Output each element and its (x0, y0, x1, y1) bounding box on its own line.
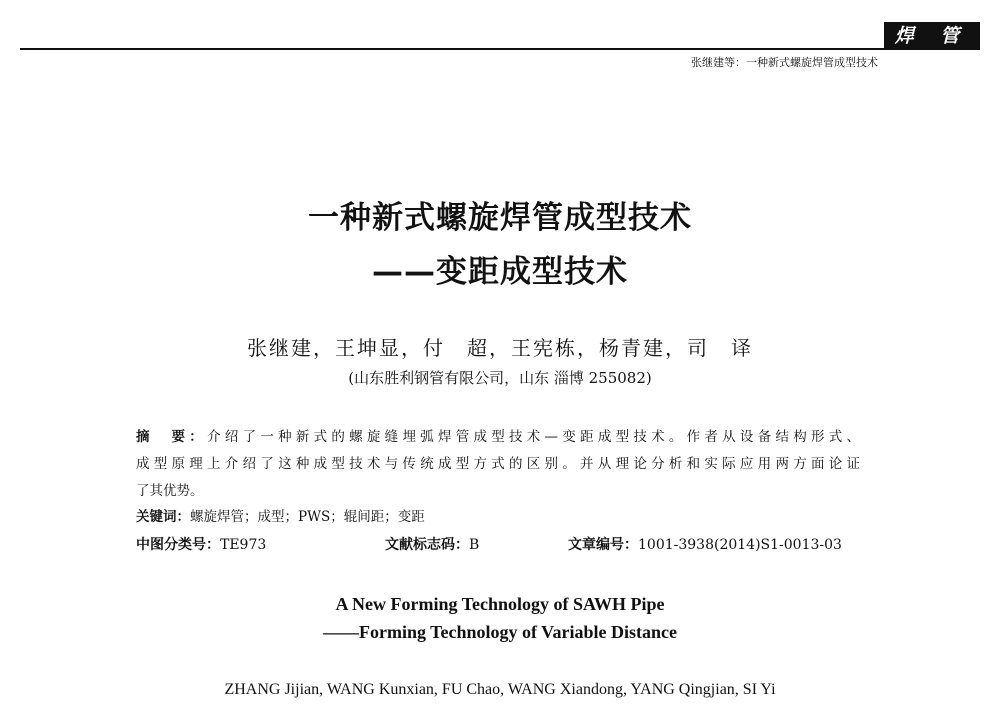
keywords-label: 关键词： (136, 509, 190, 525)
clc-value: TE973 (220, 537, 267, 553)
article-no-label: 文章编号： (568, 537, 638, 553)
document-code (385, 534, 479, 554)
doc-code-value: B (469, 537, 480, 553)
english-authors: ZHANG Jijian, WANG Kunxian, FU Chao, WANG Xiandong, YANG Qingjian, SI Yi (224, 681, 776, 698)
running-header: 张继建等：一种新式螺旋焊管成型技术 (691, 56, 878, 69)
clc-label: 中图分类号： (136, 537, 220, 553)
chinese-affiliation: (山东胜利钢管有限公司，山东 淄博 255082) (348, 369, 652, 387)
abstract-line-1 (136, 424, 860, 451)
english-title-line-1: A New Forming Technology of SAWH Pipe (335, 594, 665, 614)
keywords (136, 505, 860, 525)
section-tag: 焊 管 (884, 22, 980, 50)
chinese-authors: 张继建，王坤显，付 超，王宪栋，杨青建，司 译 (247, 336, 753, 360)
article-no-value: 1001-3938(2014)S1-0013-03 (638, 537, 842, 553)
article-number (568, 534, 842, 554)
abstract-text-1: 介绍了一种新式的螺旋缝埋弧焊管成型技术—变距成型技术。作者从设备结构形式、 (207, 429, 861, 445)
doc-code-label: 文献标志码： (385, 537, 469, 553)
abstract (136, 424, 860, 505)
clc-number (136, 534, 266, 554)
header-rule (20, 48, 980, 50)
chinese-title-line-2: ——变距成型技术 (372, 254, 628, 290)
abstract-line-2: 成型原理上介绍了这种成型技术与传统成型方式的区别。并从理论分析和实际应用两方面论证 (136, 456, 860, 472)
keywords-text: 螺旋焊管；成型；PWS；辊间距；变距 (190, 509, 425, 525)
abstract-label: 摘 要： (136, 429, 208, 445)
abstract-line-3: 了其优势。 (136, 483, 204, 499)
chinese-title-line-1: 一种新式螺旋焊管成型技术 (308, 200, 692, 236)
english-title-line-2: ——Forming Technology of Variable Distance (322, 622, 677, 642)
